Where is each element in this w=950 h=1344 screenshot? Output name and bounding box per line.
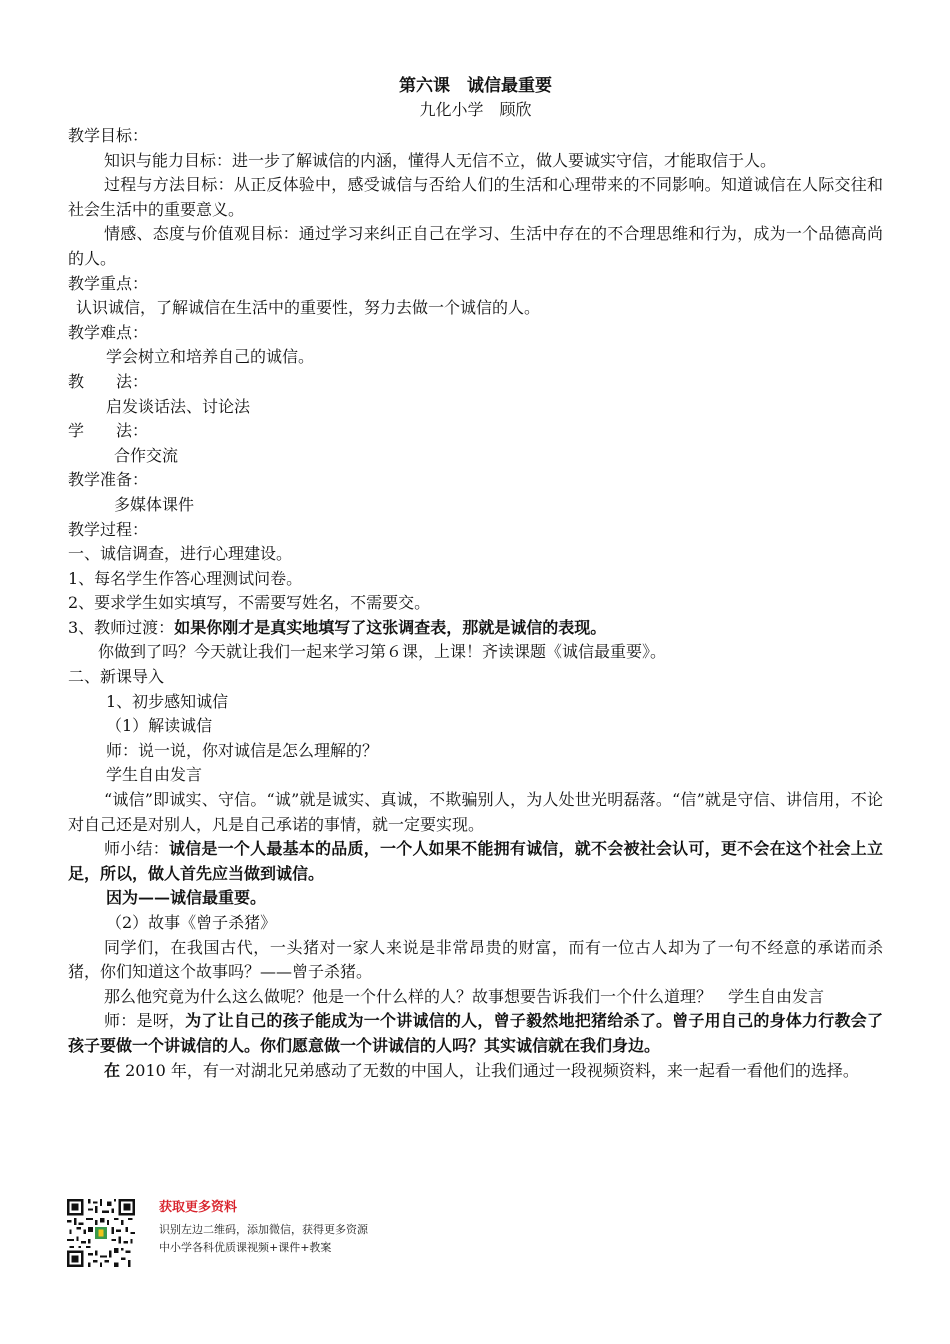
document-page bbox=[68, 74, 883, 1083]
student-free-speech: 学生自由发言 bbox=[106, 765, 203, 785]
year-text: 2010 年，有一对湖北兄弟感动了无数的中国人，让我们通过一段视频资料，来一起看一看他们的选择。 bbox=[120, 1060, 859, 1080]
subsection-1-2: （2）故事《曾子杀猪》 bbox=[106, 913, 277, 932]
story-intro: 同学们，在我国古代，一头猪对一家人来说是非常昂贵的财富，而有一位古人却为了一句不经意的承诺而杀猪，你们知道这个故事吗？——曾子杀猪。 bbox=[68, 937, 883, 982]
year-paragraph bbox=[68, 1059, 883, 1084]
step-3 bbox=[68, 616, 883, 641]
because-line: 因为——诚信最重要。 bbox=[106, 888, 267, 908]
teacher-summary bbox=[68, 837, 883, 886]
subsection-1: 1、初步感知诚信 bbox=[106, 691, 229, 711]
step-2: 2、要求学生如实填写，不需要写姓名，不需要交。 bbox=[68, 593, 431, 613]
preparation-heading: 教学准备： bbox=[68, 470, 149, 490]
step-3-prefix: 3、教师过渡： bbox=[68, 617, 175, 637]
section-2-heading: 二、新课导入 bbox=[68, 667, 165, 687]
section-1-heading: 一、诚信调查，进行心理建设。 bbox=[68, 544, 293, 564]
author-line: 九化小学 顾欣 bbox=[419, 100, 532, 119]
promo-text-block bbox=[159, 1199, 368, 1257]
difficulty-text: 学会树立和培养自己的诚信。 bbox=[106, 347, 315, 367]
focus-text: 认识诚信，了解诚信在生活中的重要性，努力去做一个诚信的人。 bbox=[76, 298, 541, 318]
promo-footer bbox=[67, 1199, 397, 1267]
goal-knowledge: 知识与能力目标：进一步了解诚信的内涵，懂得人无信不立，做人要诚实守信，才能取信于人。 bbox=[104, 150, 777, 170]
subsection-1-1: （1）解读诚信 bbox=[106, 716, 213, 736]
step-3-emphasis: 如果你刚才是真实地填写了这张调查表，那就是诚信的表现。 bbox=[174, 617, 607, 637]
promo-line-2: 中小学各科优质课视频+课件+教案 bbox=[159, 1241, 332, 1254]
goals-heading: 教学目标： bbox=[68, 126, 149, 145]
step-1: 1、每名学生作答心理测试问卷。 bbox=[68, 568, 303, 588]
teacher-response-emphasis: 为了让自己的孩子能成为一个讲诚信的人，曾子毅然地把猪给杀了。曾子用自己的身体力行教会了孩子要做一个讲诚信的人。你们愿意做一个讲诚信的人吗？其实诚信就在我们身边。 bbox=[68, 1011, 883, 1055]
story-question: 那么他究竟为什么这么做呢？他是一个什么样的人？故事想要告诉我们一个什么道理？ 学生自由发言 bbox=[104, 986, 825, 1006]
teacher-question: 师：说一说，你对诚信是怎么理解的？ bbox=[106, 740, 379, 760]
definition-paragraph: “诚信”即诚实、守信。“诚”就是诚实、真诚，不欺骗别人，为人处世光明磊落。“信”就是守信、讲信用，不论对自己还是对别人，凡是自己承诺的事情，就一定要实现。 bbox=[68, 790, 883, 834]
summary-emphasis: 诚信是一个人最基本的品质，一个人如果不能拥有诚信，就不会被社会认可，更不会在这个社会上立足，所以，做人首先应当做到诚信。 bbox=[68, 839, 883, 883]
focus-heading: 教学重点： bbox=[68, 273, 149, 293]
teacher-response bbox=[68, 1009, 883, 1058]
learning-method-heading: 学 法： bbox=[68, 421, 149, 441]
difficulty-heading: 教学难点： bbox=[68, 322, 149, 342]
goal-process: 过程与方法目标：从正反体验中，感受诚信与否给人们的生活和心理带来的不同影响。知道诚信在人际交往和社会生活中的重要意义。 bbox=[68, 175, 883, 219]
summary-prefix: 师小结： bbox=[104, 839, 169, 859]
process-heading: 教学过程： bbox=[68, 519, 149, 539]
page-title: 第六课 诚信最重要 bbox=[399, 76, 552, 96]
promo-line-1: 识别左边二维码，添加微信，获得更多资源 bbox=[159, 1223, 368, 1236]
transition-text: 你做到了吗？今天就让我们一起来学习第６课，上课！齐读课题《诚信最重要》。 bbox=[98, 642, 667, 662]
teacher-response-prefix: 师：是呀， bbox=[104, 1011, 186, 1031]
year-prefix: 在 bbox=[104, 1060, 121, 1080]
preparation-text: 多媒体课件 bbox=[114, 494, 195, 514]
learning-method-text: 合作交流 bbox=[114, 445, 179, 465]
promo-headline: 获取更多资料 bbox=[159, 1200, 238, 1215]
teaching-method-text: 启发谈话法、讨论法 bbox=[106, 396, 251, 416]
goal-values: 情感、态度与价值观目标：通过学习来纠正自己在学习、生活中存在的不合理思维和行为，成为一个品德高尚的人。 bbox=[68, 224, 883, 268]
teaching-method-heading: 教 法： bbox=[68, 371, 149, 391]
qr-code-icon[interactable] bbox=[67, 1199, 135, 1267]
